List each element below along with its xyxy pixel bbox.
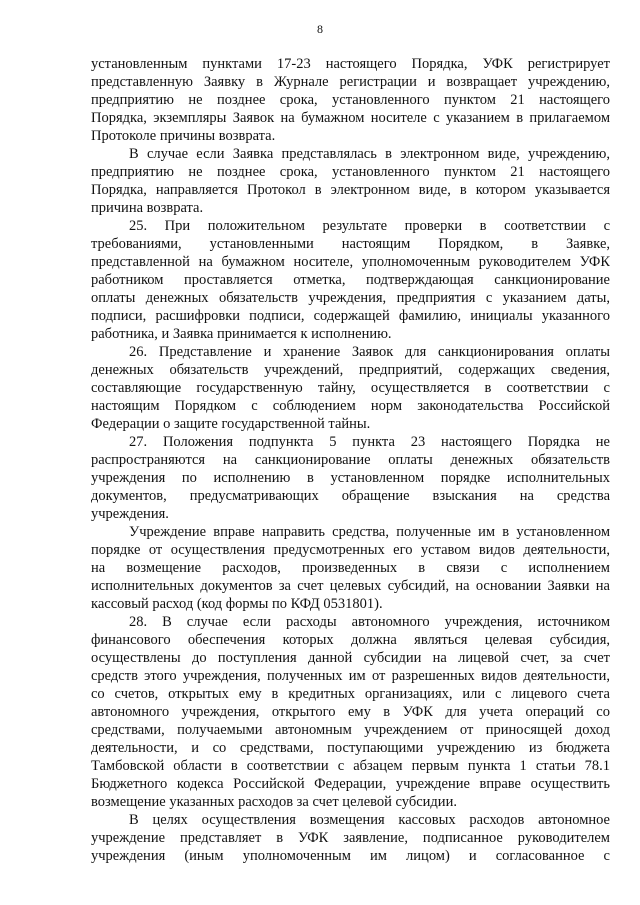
text-line: составляющие государственную тайну, осуществляется в соответствии с <box>91 380 610 396</box>
page-number: 8 <box>317 22 323 36</box>
text-line: исполнительных документов за счет целевых субсидий, на основании Заявки на <box>91 578 610 594</box>
text-line: на возмещение расходов, произведенных в связи с исполнением <box>91 560 610 576</box>
text-line: представленной на бумажном носителе, уполномоченным руководителем УФК <box>91 254 610 270</box>
text-line: учреждения (иным уполномоченным им лицом) и согласованное с <box>91 848 610 864</box>
document-body <box>91 55 610 865</box>
text-line: 26. Представление и хранение Заявок для санкционирования оплаты <box>129 344 610 360</box>
text-line: порядке от осуществления предусмотренных его уставом видов деятельности, <box>91 542 610 558</box>
text-line: Тамбовской области в соответствии с абзацем первым пункта 1 статьи 78.1 <box>91 758 610 774</box>
paragraph <box>91 343 610 433</box>
paragraph <box>91 55 610 145</box>
text-line: настоящим Порядком с соблюдением норм законодательства Российской <box>91 398 610 414</box>
text-line: предприятию не позднее срока, установленного пунктом 21 настоящего <box>91 92 610 108</box>
text-line: средств этого учреждения, полученных им от разрешенных видов деятельности, <box>91 668 610 684</box>
text-line: Протоколе причины возврата. <box>91 128 276 144</box>
text-line: работником проставляется отметка, подтверждающая санкционирование <box>91 272 610 288</box>
text-line: оплаты денежных обязательств учреждения, предприятия с указанием даты, <box>91 290 610 306</box>
text-line: причина возврата. <box>91 200 204 216</box>
paragraph <box>91 811 610 865</box>
text-line: осуществлены до поступления данной субсидии на лицевой счет, за счет <box>91 650 610 666</box>
text-line: Федерации о защите государственной тайны. <box>91 416 371 432</box>
text-line: требованиями, установленными настоящим Порядком, в Заявке, <box>91 236 610 252</box>
text-line: Порядка, направляется Протокол в электронном виде, в котором указывается <box>91 182 610 198</box>
text-line: Порядка, экземпляры Заявок на бумажном носителе с указанием в прилагаемом <box>91 110 610 126</box>
text-line: подписи, расшифровки подписи, содержащей фамилию, инициалы указанного <box>91 308 610 324</box>
paragraph <box>91 523 610 613</box>
text-line: учреждение представляет в УФК заявление, подписанное руководителем <box>91 830 610 846</box>
text-line: финансового обеспечения которых должна являться целевая субсидия, <box>91 632 610 648</box>
text-line: Бюджетного кодекса Российской Федерации, учреждение вправе осуществить <box>91 776 610 792</box>
text-line: В случае если Заявка представлялась в электронном виде, учреждению, <box>129 146 610 162</box>
text-line: 28. В случае если расходы автономного учреждения, источником <box>129 614 610 630</box>
text-line: В целях осуществления возмещения кассовых расходов автономное <box>129 812 610 828</box>
text-line: распространяются на санкционирование оплаты денежных обязательств <box>91 452 610 468</box>
paragraph <box>91 433 610 523</box>
paragraph <box>91 217 610 343</box>
text-line: кассовый расход (код формы по КФД 0531801). <box>91 596 383 612</box>
text-line: представленную Заявку в Журнале регистрации и возвращает учреждению, <box>91 74 610 90</box>
text-line: 27. Положения подпункта 5 пункта 23 настоящего Порядка не <box>129 434 610 450</box>
text-line: документов, предусматривающих обращение взыскания на средства <box>91 488 610 504</box>
text-line: учреждения по исполнению в установленном порядке исполнительных <box>91 470 610 486</box>
text-line: предприятию не позднее срока, установленного пунктом 21 настоящего <box>91 164 610 180</box>
text-line: денежных обязательств учреждений, предприятий, содержащих сведения, <box>91 362 610 378</box>
text-line: со счетов, открытых ему в кредитных организациях, или с лицевого счета <box>91 686 610 702</box>
text-line: деятельности, и со средствами, поступающими учреждению из бюджета <box>91 740 610 756</box>
text-line: Учреждение вправе направить средства, полученные им в установленном <box>129 524 610 540</box>
text-line: 25. При положительном результате проверки в соответствии с <box>129 218 610 234</box>
text-line: автономного учреждения, открытого ему в УФК для учета операций со <box>91 704 610 720</box>
paragraph <box>91 145 610 217</box>
text-line: установленным пунктами 17-23 настоящего Порядка, УФК регистрирует <box>91 56 610 72</box>
text-line: средствами, получаемыми автономным учреждением от приносящей доход <box>91 722 610 738</box>
text-line: возмещение указанных расходов за счет целевой субсидии. <box>91 794 457 810</box>
text-line: работника, и Заявка принимается к исполнению. <box>91 326 392 342</box>
text-line: учреждения. <box>91 506 169 522</box>
paragraph <box>91 613 610 811</box>
